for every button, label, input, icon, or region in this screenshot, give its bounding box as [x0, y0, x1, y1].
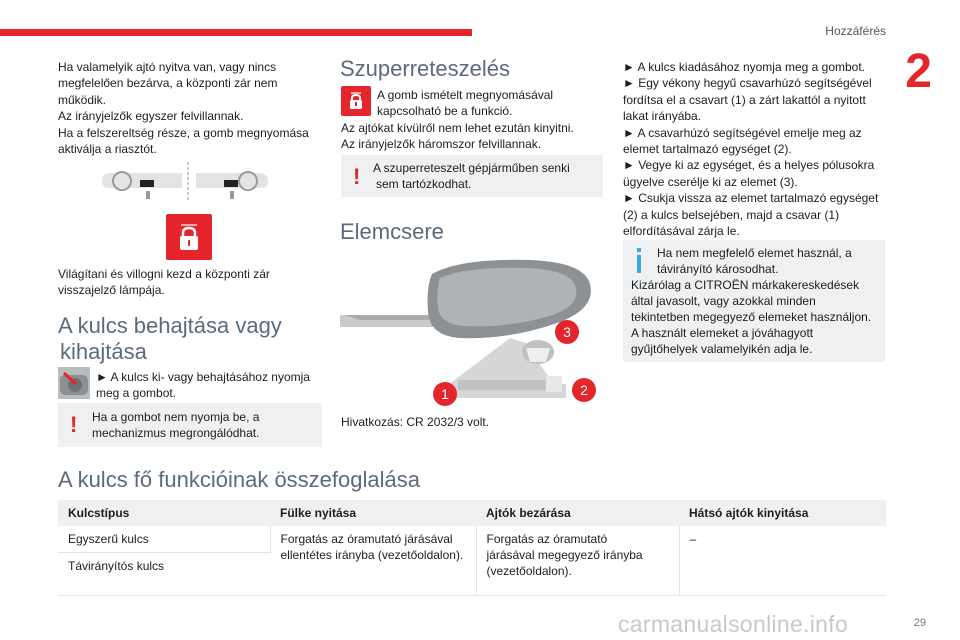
- text-line: Ha valamelyik ajtó nyitva van, vagy nincs: [58, 60, 277, 74]
- page-number: 29: [913, 617, 926, 629]
- text-line: A használt elemeket a jóváhagyott: [631, 326, 814, 340]
- text-line: meg a gombot.: [96, 386, 177, 401]
- table-cell: –: [679, 526, 886, 596]
- text-line: Az irányjelzők háromszor felvillannak.: [341, 137, 542, 152]
- fold-key-heading: [58, 313, 282, 365]
- text-line: megfelelően bezárva, a központi zár nem: [58, 76, 278, 91]
- callout-3: 3: [555, 320, 579, 344]
- car-doors-illustration: [100, 160, 270, 204]
- battery-steps: [623, 59, 893, 239]
- text-line: elfordításával zárja le.: [623, 224, 740, 239]
- text-line: fordítsa el a csavart (1) a zárt lakattól a nyitott: [623, 92, 866, 107]
- text-line: ügyelve cserélje ki az elemet (3).: [623, 174, 798, 189]
- text-line: ellentétes irányba (vezetőoldalon).: [280, 548, 464, 562]
- column-header: Fülke nyitása: [270, 500, 476, 526]
- text-line: Forgatás az óramutató: [486, 532, 608, 546]
- chapter-number: 2: [905, 45, 932, 98]
- section-title: Hozzáférés: [825, 24, 886, 38]
- heading-line: kihajtása: [60, 339, 147, 364]
- text-line: Ha a gombot nem nyomja be, a: [92, 410, 260, 424]
- battery-change-heading: Elemcsere: [340, 219, 444, 244]
- column-header: Hátsó ajtók kinyitása: [679, 500, 886, 526]
- text-line: Ha a felszereltség része, a gomb megnyomása: [58, 125, 309, 140]
- text-line: járásával megegyező irányba: [486, 548, 643, 562]
- info-box: [623, 240, 885, 362]
- text-line: mechanizmus megrongálódhat.: [92, 426, 260, 440]
- text-line: ► Egy vékony hegyű csavarhúzó segítségével: [623, 76, 872, 91]
- warning-box: [58, 403, 322, 447]
- watermark: carmanualsonline.info: [618, 611, 849, 637]
- table-cell: [270, 526, 476, 596]
- text-line: ► A kulcs ki- vagy behajtásához nyomja: [96, 370, 310, 384]
- fold-instruction: [96, 369, 326, 402]
- column-header: Ajtók bezárása: [476, 500, 679, 526]
- text-line: A szuperreteszelt gépjárműben senki: [373, 161, 570, 175]
- table-cell: Távirányítós kulcs: [58, 553, 270, 596]
- callout-1: 1: [433, 382, 457, 406]
- text-line: távirányító károsodhat.: [657, 262, 779, 276]
- superlocking-heading: Szuperreteszelés: [340, 56, 510, 81]
- text-line: gyűjtőhelyek valamelyikén adja le.: [631, 342, 813, 356]
- key-functions-table: [58, 500, 886, 596]
- text-line: (2) a kulcs belsejében, majd a csavar (1): [623, 207, 840, 222]
- text-line: elemet tartalmazó egységet (2).: [623, 142, 792, 157]
- text-line: kapcsolható be a funkció.: [377, 104, 513, 119]
- text-line: Világítani és villogni kezd a központi zár: [58, 267, 270, 281]
- superlocking-intro: [377, 87, 597, 120]
- warning-icon: !: [353, 164, 361, 189]
- superlocking-text: [341, 120, 611, 153]
- top-accent-bar: [0, 29, 472, 36]
- summary-heading: A kulcs fő funkcióinak összefoglalása: [58, 467, 420, 492]
- text-line: Forgatás az óramutató járásával: [280, 532, 453, 546]
- text-line: által javasolt, vagy azokkal minden: [631, 294, 816, 308]
- text-line: ► A csavarhúzó segítségével emelje meg az: [623, 125, 862, 140]
- lock-button-icon: [166, 214, 212, 260]
- heading-line: A kulcs behajtása vagy: [58, 313, 282, 338]
- text-line: Az irányjelzők egyszer felvillannak.: [58, 109, 244, 124]
- key-fold-button-icon: [58, 367, 90, 399]
- lock-button-icon: [341, 86, 371, 116]
- table-cell: Egyszerű kulcs: [58, 526, 270, 553]
- text-line: Kizárólag a CITROËN márkakereskedések: [631, 278, 860, 292]
- text-line: Ha nem megfelelő elemet használ, a: [657, 246, 852, 260]
- callout-2: 2: [572, 378, 596, 402]
- battery-reference: Hivatkozás: CR 2032/3 volt.: [341, 415, 490, 429]
- intro-paragraph: [58, 59, 328, 157]
- text-line: Az ajtókat kívülről nem lehet ezután kinyitni.: [341, 121, 574, 135]
- text-line: A gomb ismételt megnyomásával: [377, 88, 554, 102]
- text-line: (vezetőoldalon).: [486, 564, 572, 578]
- text-line: lakat irányába.: [623, 109, 702, 124]
- warning-icon: !: [70, 412, 78, 437]
- warning-text: [373, 160, 598, 192]
- text-line: ► A kulcs kiadásához nyomja meg a gombot.: [623, 60, 866, 74]
- text-line: visszajelző lámpája.: [58, 283, 165, 298]
- text-line: ► Vegye ki az egységet, és a helyes pólusokra: [623, 158, 875, 173]
- warning-text: [92, 409, 317, 441]
- text-line: tekintetben megegyező elemeket használjon.: [631, 310, 872, 324]
- indicator-paragraph: [58, 266, 328, 299]
- text-line: ► Csukja vissza az elemet tartalmazó egységet: [623, 191, 879, 206]
- table-cell: [476, 526, 679, 596]
- text-line: sem tartózkodhat.: [376, 177, 472, 191]
- column-header: Kulcstípus: [58, 500, 270, 526]
- warning-box: [341, 155, 603, 197]
- text-line: működik.: [58, 92, 107, 107]
- info-text: [631, 245, 881, 357]
- table-row: [58, 526, 886, 553]
- text-line: aktiválja a riasztót.: [58, 142, 157, 157]
- table-header-row: [58, 500, 886, 526]
